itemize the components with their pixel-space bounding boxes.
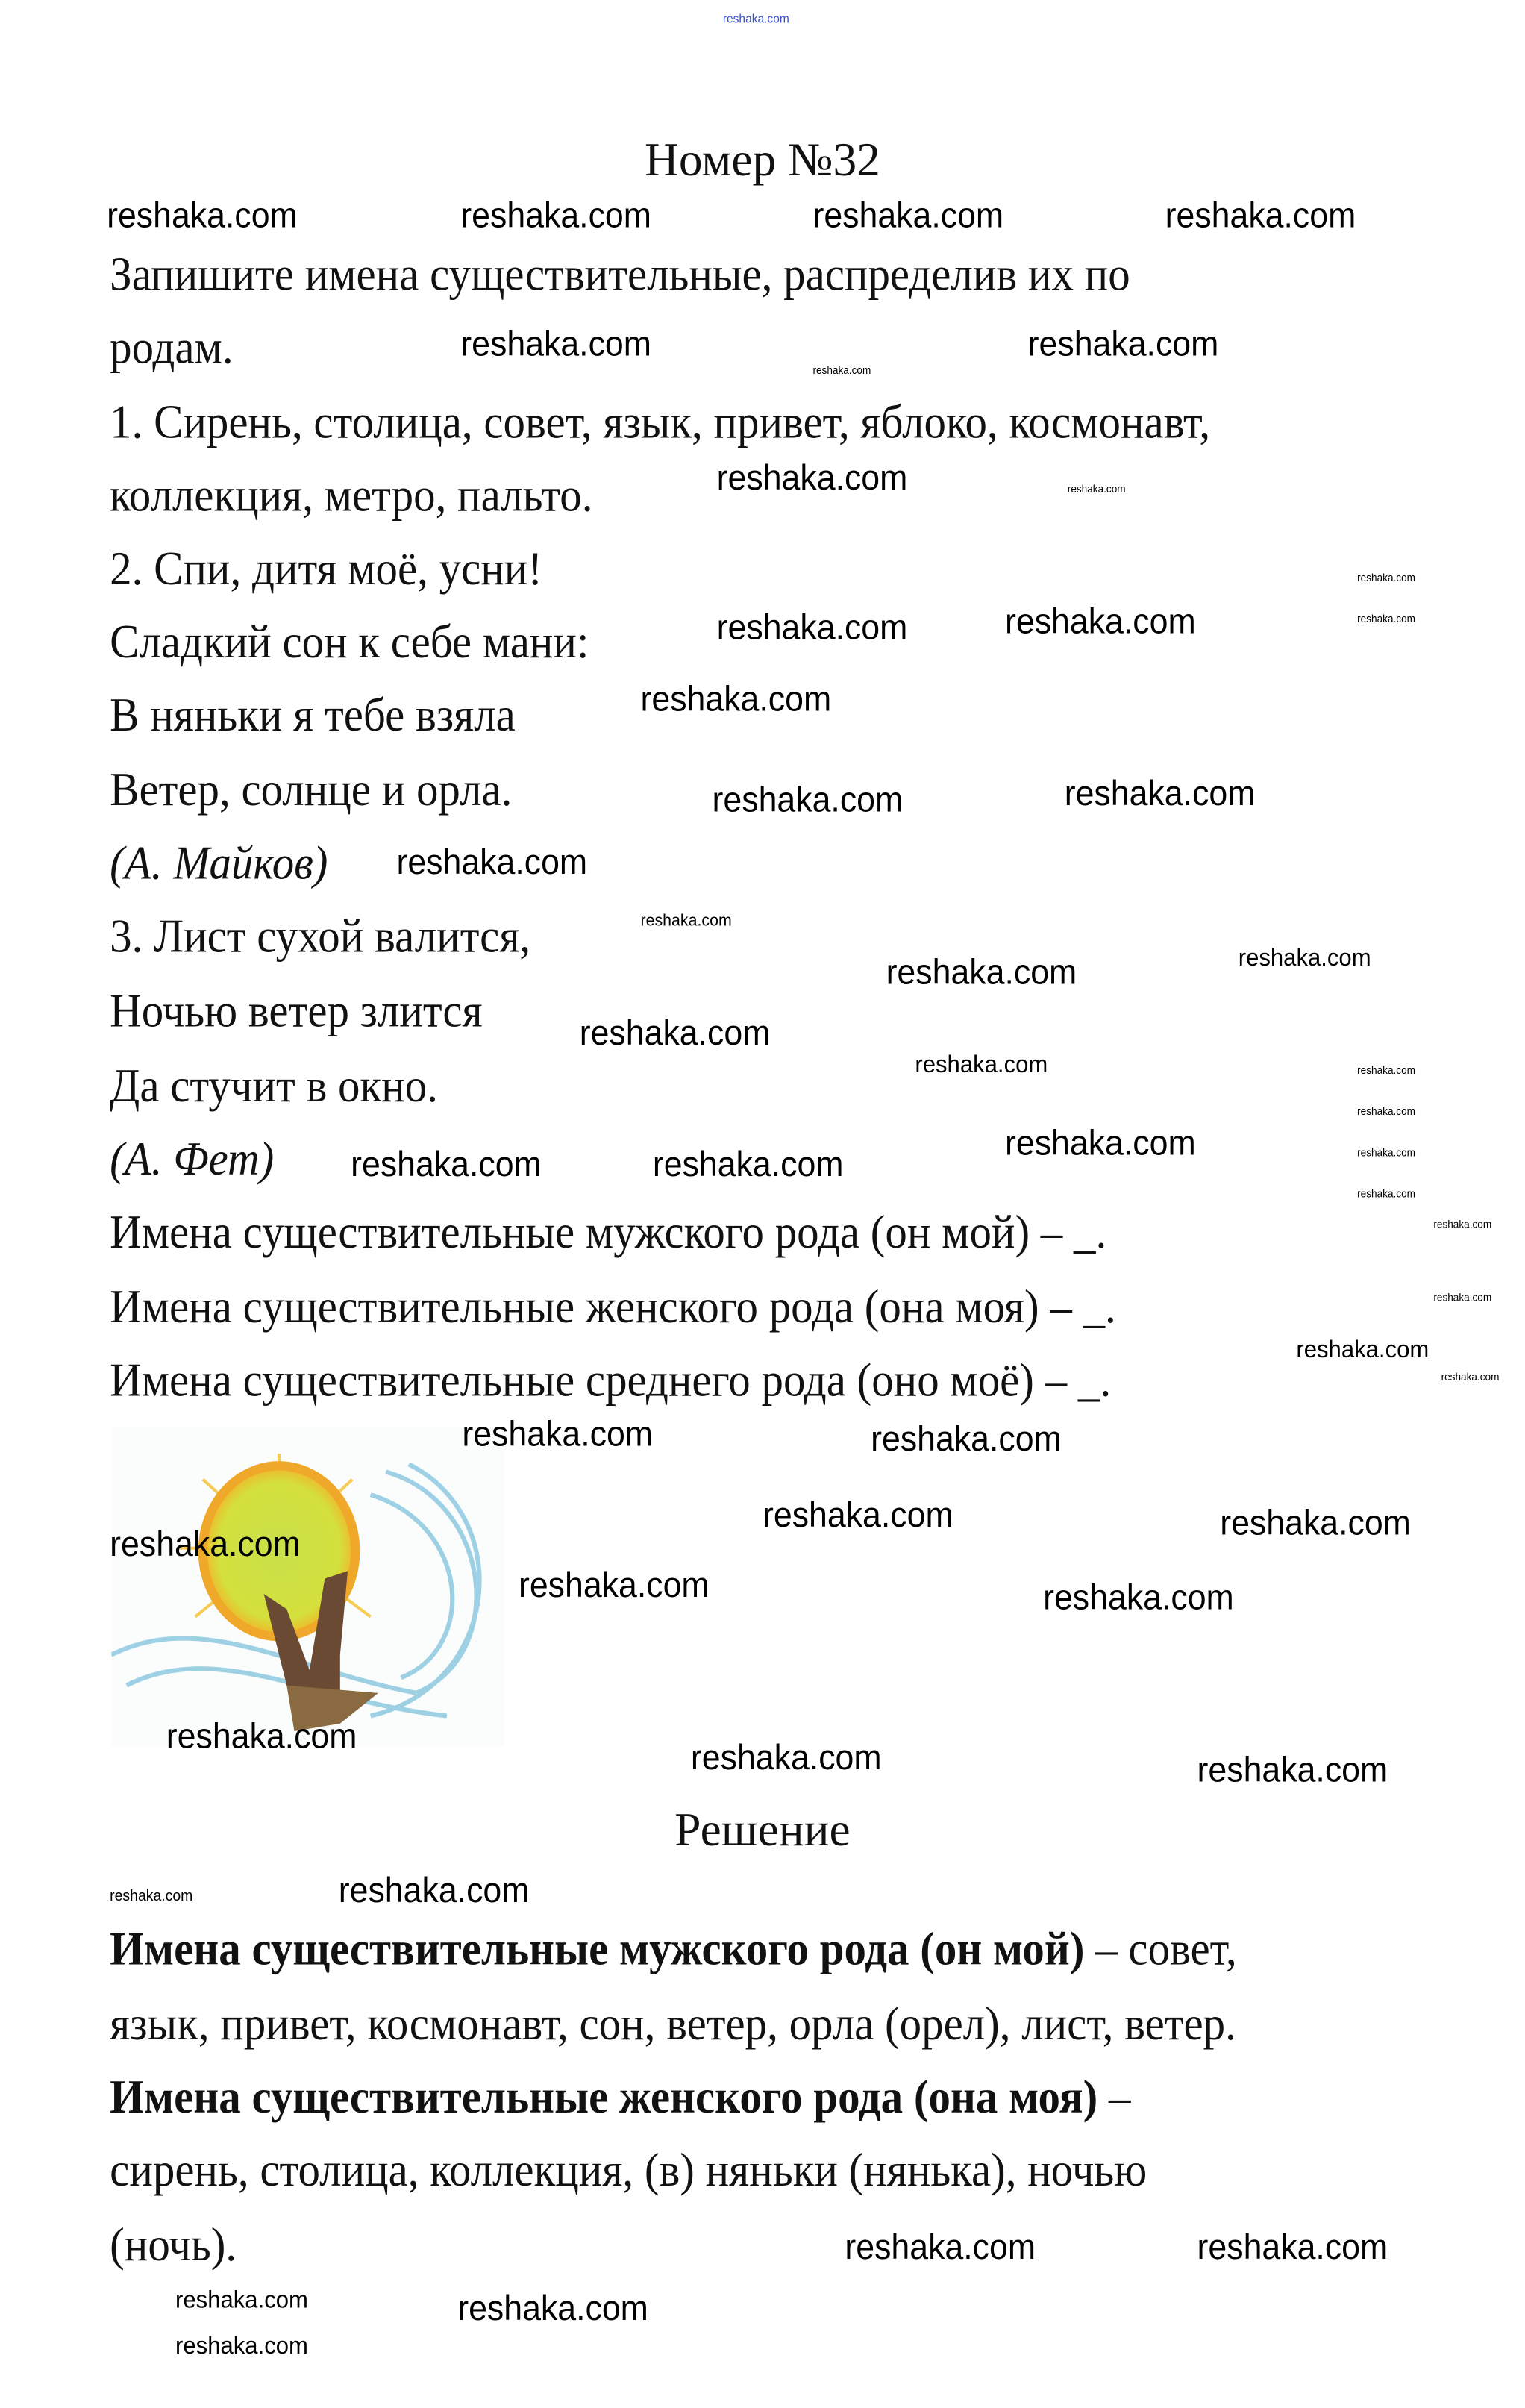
watermark[interactable]: reshaka.com — [1238, 945, 1371, 972]
poem-author: (А. Майков) — [110, 836, 328, 889]
watermark[interactable]: reshaka.com — [396, 842, 588, 882]
watermark[interactable]: reshaka.com — [1433, 1293, 1492, 1304]
watermark[interactable]: reshaka.com — [886, 951, 1077, 992]
watermark[interactable]: reshaka.com — [1357, 1189, 1415, 1201]
watermark[interactable]: reshaka.com — [915, 1052, 1048, 1079]
watermark[interactable]: reshaka.com — [1357, 1107, 1415, 1119]
task-text: родам. — [110, 320, 234, 374]
feminine-answer: сирень, столица, коллекция, (в) няньки (нянька), ночью — [110, 2142, 1147, 2197]
poem-author: (А. Фет) — [110, 1131, 275, 1186]
watermark[interactable]: reshaka.com — [640, 912, 732, 931]
watermark[interactable]: reshaka.com — [460, 323, 651, 363]
word-list: коллекция, метро, пальто. — [110, 468, 593, 522]
masculine-answer: язык, привет, космонавт, сон, ветер, орла (орел), лист, ветер. — [110, 1996, 1236, 2051]
poem-line: Ночью ветер злится — [110, 983, 483, 1037]
feminine-dash: – — [1097, 2069, 1131, 2124]
sun-eagle-illustration — [111, 1426, 504, 1746]
watermark[interactable]: reshaka.com — [845, 2227, 1036, 2267]
watermark[interactable]: reshaka.com — [457, 2287, 648, 2328]
watermark[interactable]: reshaka.com — [110, 1523, 301, 1564]
poem-line: 2. Спи, дитя моё, усни! — [110, 541, 542, 595]
watermark[interactable]: reshaka.com — [1004, 1122, 1196, 1163]
watermark[interactable]: reshaka.com — [1357, 1066, 1415, 1078]
watermark[interactable]: reshaka.com — [1064, 773, 1256, 813]
watermark[interactable]: reshaka.com — [762, 1495, 953, 1535]
watermark[interactable]: reshaka.com — [110, 1888, 193, 1905]
watermark[interactable]: reshaka.com — [1220, 1502, 1411, 1542]
watermark[interactable]: reshaka.com — [712, 779, 904, 819]
watermark[interactable]: reshaka.com — [1296, 1337, 1430, 1364]
solution-heading: Решение — [674, 1803, 851, 1857]
watermark[interactable]: reshaka.com — [518, 1565, 710, 1605]
masculine-answer: – совет, — [1084, 1921, 1237, 1975]
watermark[interactable]: reshaka.com — [1357, 573, 1415, 584]
watermark[interactable]: reshaka.com — [460, 195, 651, 235]
word-list: 1. Сирень, столица, совет, язык, привет, яблоко, космонавт, — [110, 395, 1211, 448]
watermark[interactable]: reshaka.com — [690, 1737, 882, 1777]
watermark[interactable]: reshaka.com — [579, 1013, 771, 1053]
watermark[interactable]: reshaka.com — [175, 2287, 308, 2314]
poem-line: Да стучит в окно. — [110, 1058, 438, 1113]
watermark[interactable]: reshaka.com — [722, 12, 789, 26]
solution-line — [110, 2067, 1130, 2128]
task-text: Запишите имена существительные, распределив их по — [110, 247, 1130, 301]
watermark[interactable]: reshaka.com — [1357, 614, 1415, 626]
watermark[interactable]: reshaka.com — [338, 1869, 530, 1910]
page-title: Номер №32 — [645, 132, 880, 187]
poem-line: Сладкий сон к себе мани: — [110, 614, 589, 669]
watermark[interactable]: reshaka.com — [652, 1143, 844, 1184]
watermark[interactable]: reshaka.com — [166, 1716, 357, 1756]
watermark[interactable]: reshaka.com — [351, 1143, 542, 1184]
feminine-label: Имена существительные женского рода (она моя) — [110, 2069, 1098, 2124]
poem-line: В няньки я тебе взяла — [110, 687, 516, 742]
watermark[interactable]: reshaka.com — [716, 607, 908, 647]
watermark[interactable]: reshaka.com — [1197, 1749, 1388, 1789]
watermark[interactable]: reshaka.com — [812, 366, 871, 377]
watermark[interactable]: reshaka.com — [716, 457, 908, 498]
watermark[interactable]: reshaka.com — [1433, 1220, 1492, 1231]
watermark[interactable]: reshaka.com — [812, 195, 1004, 235]
watermark[interactable]: reshaka.com — [640, 678, 832, 719]
masculine-label: Имена существительные мужского рода (он мой) — [110, 1921, 1085, 1975]
watermark[interactable]: reshaka.com — [107, 195, 298, 235]
blank-line: Имена существительные женского рода (она моя) – _. — [110, 1279, 1116, 1333]
blank-line: Имена существительные среднего рода (оно моё) – _. — [110, 1353, 1112, 1407]
watermark[interactable]: reshaka.com — [1357, 1148, 1415, 1160]
watermark[interactable]: reshaka.com — [871, 1418, 1062, 1459]
feminine-answer: (ночь). — [110, 2217, 237, 2271]
blank-line: Имена существительные мужского рода (он мой) – _. — [110, 1204, 1107, 1259]
poem-line: 3. Лист сухой валится, — [110, 909, 531, 963]
watermark[interactable]: reshaka.com — [1197, 2227, 1388, 2267]
watermark[interactable]: reshaka.com — [1043, 1577, 1234, 1617]
watermark[interactable]: reshaka.com — [1004, 601, 1196, 641]
watermark[interactable]: reshaka.com — [1067, 484, 1126, 496]
solution-line — [110, 1918, 1237, 1980]
watermark[interactable]: reshaka.com — [1027, 323, 1219, 363]
poem-line: Ветер, солнце и орла. — [110, 762, 513, 816]
watermark[interactable]: reshaka.com — [175, 2333, 308, 2360]
watermark[interactable]: reshaka.com — [1441, 1372, 1500, 1383]
watermark[interactable]: reshaka.com — [462, 1413, 654, 1454]
watermark[interactable]: reshaka.com — [1165, 195, 1356, 235]
